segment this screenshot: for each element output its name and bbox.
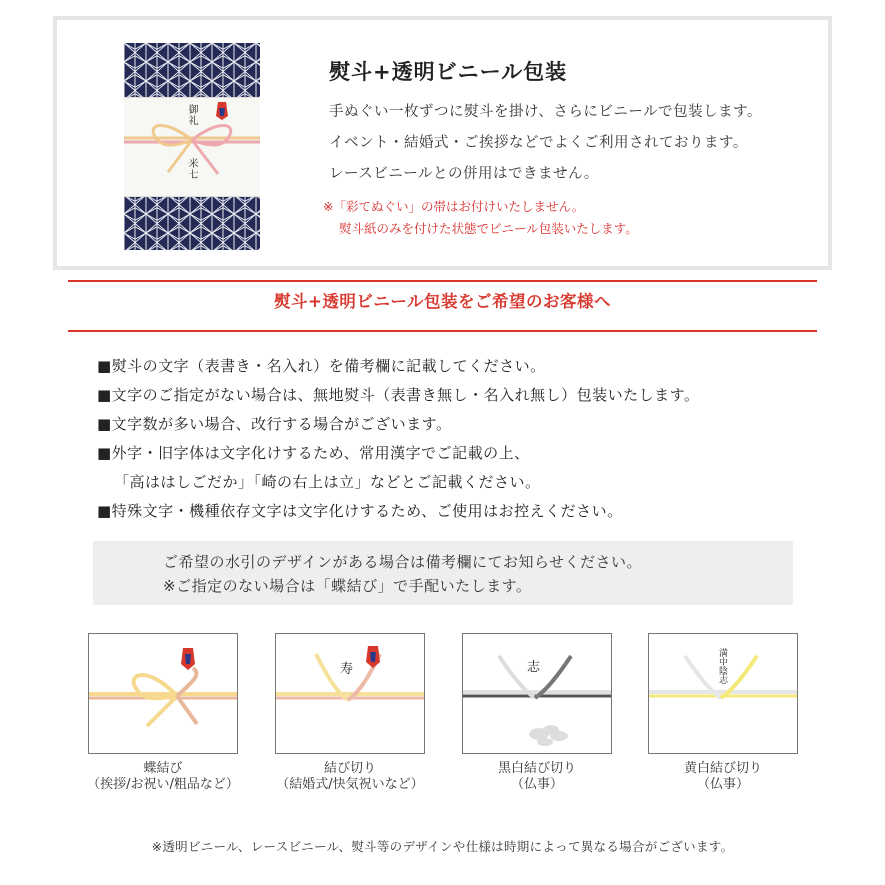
musubi-kiri-icon xyxy=(276,634,425,754)
note-line-2: 熨斗紙のみを付けた状態でビニール包装いたします。 xyxy=(339,221,638,236)
product-title: 熨斗+透明ビニール包装 xyxy=(329,60,568,84)
product-image xyxy=(124,43,260,250)
rule-item: ■特殊文字・機種依存文字は文字化けするため、ご使用はお控えください。 xyxy=(97,502,623,520)
sample-omote-text: 寿 xyxy=(340,662,354,677)
sample-usage: （仏事） xyxy=(510,777,563,792)
notice-line-2: ※ご指定のない場合は「蝶結び」で手配いたします。 xyxy=(163,577,532,595)
chou-musubi-icon xyxy=(89,634,238,754)
sample-chou-musubi xyxy=(88,633,238,754)
sample-name: 蝶結び xyxy=(143,761,183,776)
rule-item: ■外字・旧字体は文字化けするため、常用漢字でご記載の上、 xyxy=(97,444,530,462)
sample-kihaku-musubi-kiri xyxy=(648,633,798,754)
rule-item: ■文字数が多い場合、改行する場合がございます。 xyxy=(97,415,452,433)
kokubyaku-musubi-kiri-icon xyxy=(463,634,612,754)
sample-usage: （結婚式/快気祝いなど） xyxy=(276,777,424,792)
noshi-band xyxy=(124,97,260,197)
sample-name: 黄白結び切り xyxy=(683,761,762,776)
band-bottom-text: 米七 xyxy=(186,158,197,180)
sample-name: 黒白結び切り xyxy=(497,761,576,776)
sample-musubi-kiri xyxy=(275,633,425,754)
rule-item: ■熨斗の文字（表書き・名入れ）を備考欄に記載してください。 xyxy=(97,357,546,375)
sample-name: 結び切り xyxy=(323,761,376,776)
sample-kokubyaku-musubi-kiri xyxy=(462,633,612,754)
description-line-2: イベント・結婚式・ご挨拶などでよくご利用されております。 xyxy=(329,135,748,151)
sample-omote-text: 志 xyxy=(527,660,541,675)
sample-usage: （挨拶/お祝い/粗品など） xyxy=(87,777,239,792)
rule-item: 「高ははしごだか」「崎の右上は立」などとご記載ください。 xyxy=(114,473,541,491)
footnote: ※透明ビニール、レースビニール、熨斗等のデザインや仕様は時期によって異なる場合がございます。 xyxy=(151,839,734,854)
rule-item: ■文字のご指定がない場合は、無地熨斗（表書き無し・名入れ無し）包装いたします。 xyxy=(97,386,700,404)
section-title: 熨斗+透明ビニール包装をご希望のお客様へ xyxy=(274,292,611,311)
note-line-1: ※「彩てぬぐい」の帯はお付けいたしません。 xyxy=(323,199,585,214)
product-info-box xyxy=(53,16,832,270)
notice-box xyxy=(93,541,793,605)
section-bottom-rule xyxy=(68,330,817,332)
sample-omote-text: 満中陰志 xyxy=(717,648,727,684)
section-top-rule xyxy=(68,280,817,282)
description-line-3: レースビニールとの併用はできません。 xyxy=(329,166,599,182)
lotus-icon xyxy=(529,725,568,746)
description-line-1: 手ぬぐい一枚ずつに熨斗を掛け、さらにビニールで包装します。 xyxy=(329,104,762,120)
notice-line-1: ご希望の水引のデザインがある場合は備考欄にてお知らせください。 xyxy=(163,553,643,571)
band-top-text: 御礼 xyxy=(186,104,197,126)
sample-usage: （仏事） xyxy=(696,777,749,792)
